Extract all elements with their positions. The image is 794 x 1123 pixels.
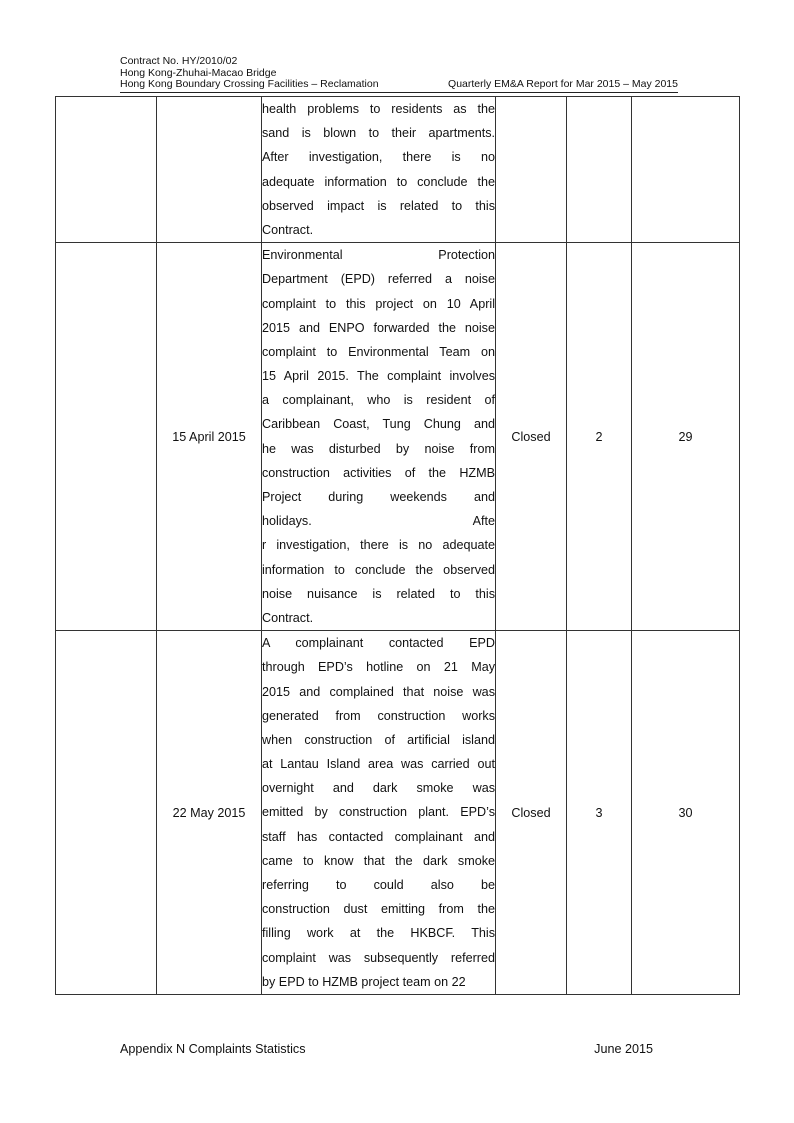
description-line: by EPD to HZMB project team on 22 bbox=[262, 974, 466, 989]
description-line: complaint to Environmental Team on bbox=[262, 344, 495, 359]
description-cell bbox=[262, 631, 496, 995]
table-row bbox=[56, 243, 740, 631]
row-number-cell bbox=[56, 631, 157, 995]
description-line: construction activities of the HZMB bbox=[262, 465, 495, 480]
date-cell: 15 April 2015 bbox=[157, 243, 262, 631]
description-line: Caribbean Coast, Tung Chung and bbox=[262, 417, 495, 432]
project-name: Hong Kong-Zhuhai-Macao Bridge bbox=[120, 66, 277, 79]
date-cell bbox=[157, 97, 262, 243]
status-cell: Closed bbox=[496, 631, 567, 995]
description-cell bbox=[262, 97, 496, 243]
description-line: emitted by construction plant. EPD’s bbox=[262, 805, 495, 820]
description-line: A complainant contacted EPD bbox=[262, 636, 495, 651]
description-line: adequate information to conclude the bbox=[262, 174, 495, 189]
header-line bbox=[120, 79, 678, 93]
description-line: noise nuisance is related to this bbox=[262, 586, 495, 601]
report-title: Quarterly EM&A Report for Mar 2015 – May 2015 bbox=[448, 78, 678, 90]
table-row bbox=[56, 631, 740, 995]
description-line: complaint to this project on 10 April bbox=[262, 296, 495, 311]
description-line: 15 April 2015. The complaint involves bbox=[262, 369, 495, 384]
page-footer bbox=[120, 1042, 653, 1056]
description-line: r investigation, there is no adequate bbox=[262, 538, 495, 553]
description-line: construction dust emitting from the bbox=[262, 902, 495, 917]
description-line: when construction of artificial island bbox=[262, 732, 495, 747]
description-line: 2015 and ENPO forwarded the noise bbox=[262, 320, 495, 335]
description-line: health problems to residents as the bbox=[262, 102, 495, 116]
row-number-cell bbox=[56, 97, 157, 243]
status-cell bbox=[496, 97, 567, 243]
facility-name: Hong Kong Boundary Crossing Facilities – Reclamation bbox=[120, 78, 379, 90]
cumulative-cell: 29 bbox=[632, 243, 740, 631]
description-line: came to know that the dark smoke bbox=[262, 853, 495, 868]
complaints-table bbox=[55, 96, 740, 995]
description-line: Project during weekends and bbox=[262, 490, 495, 504]
description-line: staff has contacted complainant and bbox=[262, 829, 495, 844]
description-line: Contract. bbox=[262, 222, 314, 237]
status-cell: Closed bbox=[496, 243, 567, 631]
row-number-cell bbox=[56, 243, 157, 631]
description-line: overnight and dark smoke was bbox=[262, 781, 495, 796]
count-cell: 2 bbox=[567, 243, 632, 631]
description-line: complaint was subsequently referred bbox=[262, 950, 495, 965]
description-line: Department (EPD) referred a noise bbox=[262, 272, 495, 287]
description-line: generated from construction works bbox=[262, 708, 495, 723]
count-cell: 3 bbox=[567, 631, 632, 995]
description-line: Contract. bbox=[262, 610, 314, 625]
description-line: Environmental Protection bbox=[262, 248, 495, 263]
description-cell bbox=[262, 243, 496, 631]
description-line: information to conclude the observed bbox=[262, 562, 495, 577]
table-row bbox=[56, 97, 740, 243]
description-line: After investigation, there is no bbox=[262, 150, 495, 165]
footer-date: June 2015 bbox=[594, 1042, 653, 1056]
contract-number: Contract No. HY/2010/02 bbox=[120, 55, 238, 67]
description-line: observed impact is related to this bbox=[262, 198, 495, 213]
description-line: referring to could also be bbox=[262, 878, 495, 892]
cumulative-cell bbox=[632, 97, 740, 243]
cumulative-cell: 30 bbox=[632, 631, 740, 995]
description-line: through EPD’s hotline on 21 May bbox=[262, 660, 495, 675]
description-line: filling work at the HKBCF. This bbox=[262, 926, 495, 941]
description-line: at Lantau Island area was carried out bbox=[262, 757, 495, 772]
count-cell bbox=[567, 97, 632, 243]
description-line: a complainant, who is resident of bbox=[262, 393, 495, 408]
date-cell: 22 May 2015 bbox=[157, 631, 262, 995]
page-header bbox=[120, 56, 678, 93]
description-line: he was disturbed by noise from bbox=[262, 441, 495, 456]
description-line: holidays. Afte bbox=[262, 514, 495, 529]
description-line: sand is blown to their apartments. bbox=[262, 126, 495, 141]
description-line: 2015 and complained that noise was bbox=[262, 684, 495, 699]
footer-appendix: Appendix N Complaints Statistics bbox=[120, 1042, 306, 1056]
